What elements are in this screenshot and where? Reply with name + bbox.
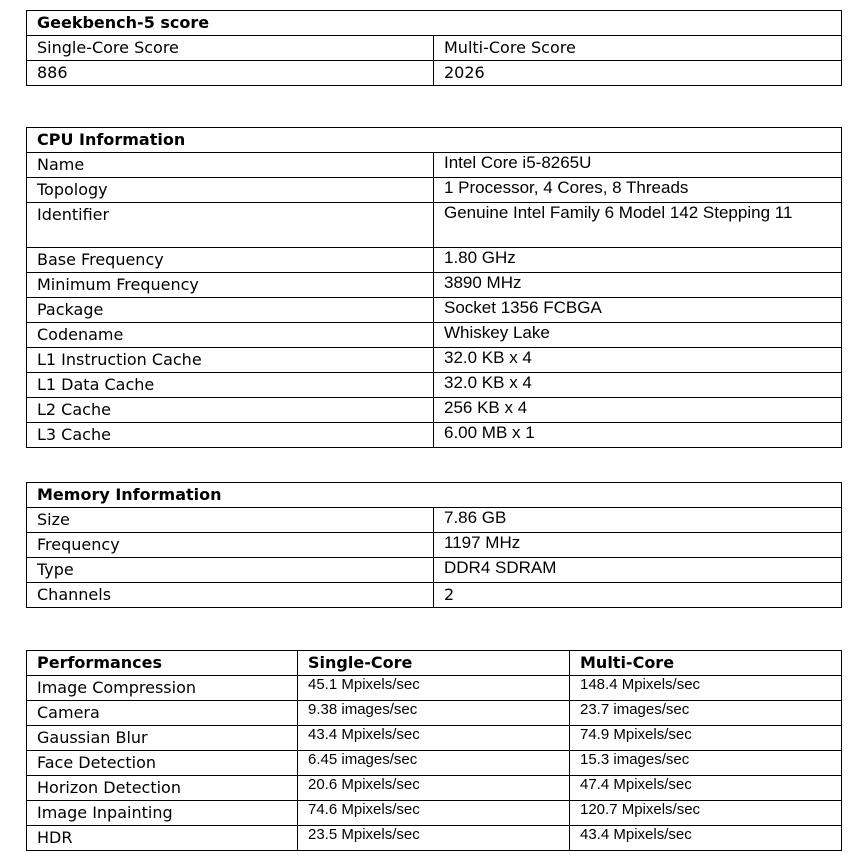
performance-single: 74.6 Mpixels/sec (298, 801, 570, 826)
performance-single: 23.5 Mpixels/sec (298, 826, 570, 851)
multi-core-score-label: Multi-Core Score (434, 36, 842, 61)
performance-single: 43.4 Mpixels/sec (298, 726, 570, 751)
cpu-row-label: Package (27, 298, 434, 323)
performance-name: Gaussian Blur (27, 726, 298, 751)
memory-row-label: Channels (27, 583, 434, 608)
performance-name: Camera (27, 701, 298, 726)
table-row (27, 398, 842, 423)
geekbench-title: Geekbench-5 score (27, 11, 842, 36)
performance-single: 45.1 Mpixels/sec (298, 676, 570, 701)
table-row (27, 726, 842, 751)
table-row (27, 751, 842, 776)
cpu-row-value: 6.00 MB x 1 (434, 423, 842, 448)
performance-multi: 74.9 Mpixels/sec (570, 726, 842, 751)
multi-core-header: Multi-Core (570, 651, 842, 676)
performance-multi: 120.7 Mpixels/sec (570, 801, 842, 826)
performance-multi: 47.4 Mpixels/sec (570, 776, 842, 801)
cpu-row-label: Minimum Frequency (27, 273, 434, 298)
memory-information-table (26, 482, 842, 608)
cpu-row-value: Whiskey Lake (434, 323, 842, 348)
single-core-score-label: Single-Core Score (27, 36, 434, 61)
geekbench-score-table (26, 10, 842, 86)
performance-name: Horizon Detection (27, 776, 298, 801)
performance-multi: 148.4 Mpixels/sec (570, 676, 842, 701)
cpu-row-label: L1 Data Cache (27, 373, 434, 398)
table-row (27, 298, 842, 323)
table-row (27, 826, 842, 851)
table-row (27, 323, 842, 348)
table-row (27, 776, 842, 801)
memory-information-title: Memory Information (27, 483, 842, 508)
table-row (27, 178, 842, 203)
performances-header: Performances (27, 651, 298, 676)
cpu-row-label: Identifier (27, 203, 434, 248)
table-row (27, 583, 842, 608)
performance-multi: 43.4 Mpixels/sec (570, 826, 842, 851)
table-row (27, 533, 842, 558)
performance-multi: 15.3 images/sec (570, 751, 842, 776)
cpu-row-label: Topology (27, 178, 434, 203)
cpu-row-value: 32.0 KB x 4 (434, 348, 842, 373)
cpu-row-label: L2 Cache (27, 398, 434, 423)
memory-row-label: Type (27, 558, 434, 583)
cpu-row-value: Intel Core i5-8265U (434, 153, 842, 178)
cpu-row-label: L1 Instruction Cache (27, 348, 434, 373)
performance-multi: 23.7 images/sec (570, 701, 842, 726)
table-row (27, 423, 842, 448)
cpu-row-value: 32.0 KB x 4 (434, 373, 842, 398)
performance-name: HDR (27, 826, 298, 851)
table-row (27, 373, 842, 398)
performance-name: Image Compression (27, 676, 298, 701)
memory-row-value: 1197 MHz (434, 533, 842, 558)
cpu-row-value: 3890 MHz (434, 273, 842, 298)
performance-name: Face Detection (27, 751, 298, 776)
table-row (27, 558, 842, 583)
performance-single: 6.45 images/sec (298, 751, 570, 776)
table-row (27, 248, 842, 273)
cpu-row-value: Genuine Intel Family 6 Model 142 Stepping 11 (434, 203, 842, 248)
performance-single: 9.38 images/sec (298, 701, 570, 726)
cpu-row-label: Codename (27, 323, 434, 348)
cpu-row-label: L3 Cache (27, 423, 434, 448)
table-row (27, 348, 842, 373)
single-core-header: Single-Core (298, 651, 570, 676)
memory-row-value: 2 (434, 583, 842, 608)
single-core-score-value: 886 (27, 61, 434, 86)
cpu-row-value: Socket 1356 FCBGA (434, 298, 842, 323)
table-row (27, 203, 842, 248)
table-row (27, 273, 842, 298)
performance-name: Image Inpainting (27, 801, 298, 826)
memory-row-value: 7.86 GB (434, 508, 842, 533)
cpu-row-value: 1.80 GHz (434, 248, 842, 273)
cpu-row-value: 256 KB x 4 (434, 398, 842, 423)
memory-row-value: DDR4 SDRAM (434, 558, 842, 583)
table-row (27, 153, 842, 178)
cpu-row-label: Base Frequency (27, 248, 434, 273)
table-row (27, 801, 842, 826)
multi-core-score-value: 2026 (434, 61, 842, 86)
cpu-information-table (26, 127, 842, 448)
cpu-information-title: CPU Information (27, 128, 842, 153)
table-row (27, 701, 842, 726)
performance-single: 20.6 Mpixels/sec (298, 776, 570, 801)
performances-table (26, 650, 842, 851)
cpu-row-label: Name (27, 153, 434, 178)
memory-row-label: Frequency (27, 533, 434, 558)
memory-row-label: Size (27, 508, 434, 533)
cpu-row-value: 1 Processor, 4 Cores, 8 Threads (434, 178, 842, 203)
table-row (27, 508, 842, 533)
table-row (27, 676, 842, 701)
